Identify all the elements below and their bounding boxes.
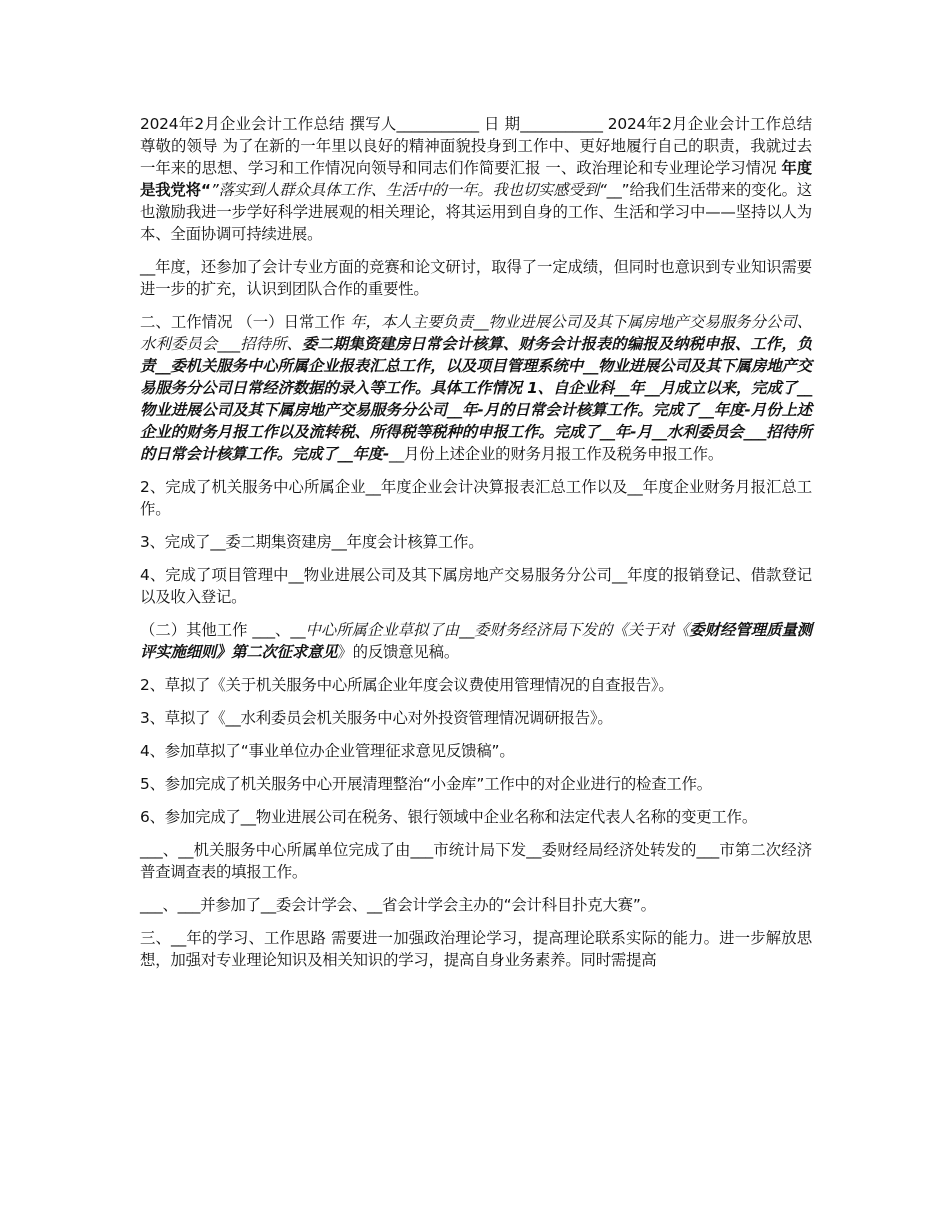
intro-bold-text: 年度是我党将“	[140, 159, 813, 199]
paragraph-intro	[140, 113, 812, 245]
paragraph-other-7: ___、__机关服务中心所属单位完成了由___市统计局下发__委财经局经济处转发的___市第二次经济普查调查表的填报工作。	[140, 841, 812, 881]
paragraph-other-6: 6、参加完成了__物业进展公司在税务、银行领域中企业名称和法定代表人名称的变更工作。	[140, 808, 758, 826]
paragraph-other-5: 5、参加完成了机关服务中心开展清理整治“小金库”工作中的对企业进行的检查工作。	[140, 775, 713, 793]
other-work-italic-text: 中心所属企业草拟了由__委财务经济局下发的《关于对《	[305, 621, 690, 639]
work-heading: 二、工作情况 （一）日常工作	[140, 313, 351, 331]
paragraph-item-4: 4、完成了项目管理中__物业进展公司及其下属房地产交易服务分公司__年度的报销登记、借款登记以及收入登记。	[140, 566, 812, 606]
other-work-text-end: 》的反馈意见稿。	[337, 643, 460, 661]
author-blank: ___________	[396, 115, 479, 133]
intro-italic-text: ”落实到人群众具体工作、生活中的一年。我也切实感受到“__	[210, 181, 622, 199]
document-page	[140, 113, 812, 982]
paragraph-study-plan: 三、__年的学习、工作思路 需要进一加强政治理论学习，提高理论联系实际的能力。进一步解放思想，加强对专业理论知识及相关知识的学习，提高自身业务素养。同时需提高	[140, 929, 812, 969]
other-work-bold-italic-text: 委财经管理质量测评实施细则》第二次征求意见	[140, 621, 812, 661]
other-work-heading: （二）其他工作 ___、__	[140, 621, 306, 639]
intro-text-3: 2024年2月企业会计工作总结 尊敬的领导 为了在新的一年里以良好的精神面貌投身到工作中、更好地履行自己的职责，我就过去一年来的思想、学习和工作情况向领导和同志们作简要汇报 一、政治理论和专业理论学习情况	[140, 115, 812, 177]
paragraph-work-situation	[140, 311, 812, 465]
paragraph-other-work	[140, 619, 812, 663]
work-text-end: __月份上述企业的财务月报工作及税务申报工作。	[389, 445, 724, 463]
paragraph-other-8: ___、___并参加了__委会计学会、__省会计学会主办的“会计科目扑克大赛”。	[140, 896, 656, 914]
work-bold-italic-text: 委二期集资建房日常会计核算、财务会计报表的编报及纳税申报、工作，负责__委机关服务中心所属企业报表汇总工作，以及项目管理系统中__物业进展公司及其下属房地产交易服务分公司日常经济数据的录入等工作。具体工作情况 1、自企业科__年__月成立以来，完成了__物业进展公司及其下属房地产交易服务分公司__年-月的日常会计核算工作。完成了__年度-月份上述企业的财务月报工作以及流转税、所得税等税种的申报工作。完成了__年-月__水利委员会___招待所的日常会计核算工作。完成了__年度-	[140, 335, 813, 463]
intro-text-2: 日 期	[478, 115, 521, 133]
paragraph-other-3: 3、草拟了《__水利委员会机关服务中心对外投资管理情况调研报告》。	[140, 709, 613, 727]
work-italic-text: 年，本人主要负责__物业进展公司及其下属房地产交易服务分公司、水利委员会___招待所、	[140, 313, 812, 353]
paragraph-other-4: 4、参加草拟了“事业单位办企业管理征求意见反馈稿”。	[140, 742, 515, 760]
paragraph-item-2: 2、完成了机关服务中心所属企业__年度企业会计决算报表汇总工作以及__年度企业财务月报汇总工作。	[140, 478, 812, 518]
paragraph-other-2: 2、草拟了《关于机关服务中心所属企业年度会议费使用管理情况的自查报告》。	[140, 676, 674, 694]
date-blank: ___________	[520, 115, 603, 133]
paragraph-competition: __年度，还参加了会计专业方面的竞赛和论文研讨，取得了一定成绩，但同时也意识到专业知识需要进一步的扩充，认识到团队合作的重要性。	[140, 258, 812, 298]
intro-text-1: 2024年2月企业会计工作总结 撰写人	[140, 115, 397, 133]
intro-text-4: ”给我们生活带来的变化。这也激励我进一步学好科学进展观的相关理论，将其运用到自身的工作、生活和学习中——坚持以人为本、全面协调可持续进展。	[140, 181, 813, 243]
paragraph-item-3: 3、完成了__委二期集资建房__年度会计核算工作。	[140, 533, 484, 551]
